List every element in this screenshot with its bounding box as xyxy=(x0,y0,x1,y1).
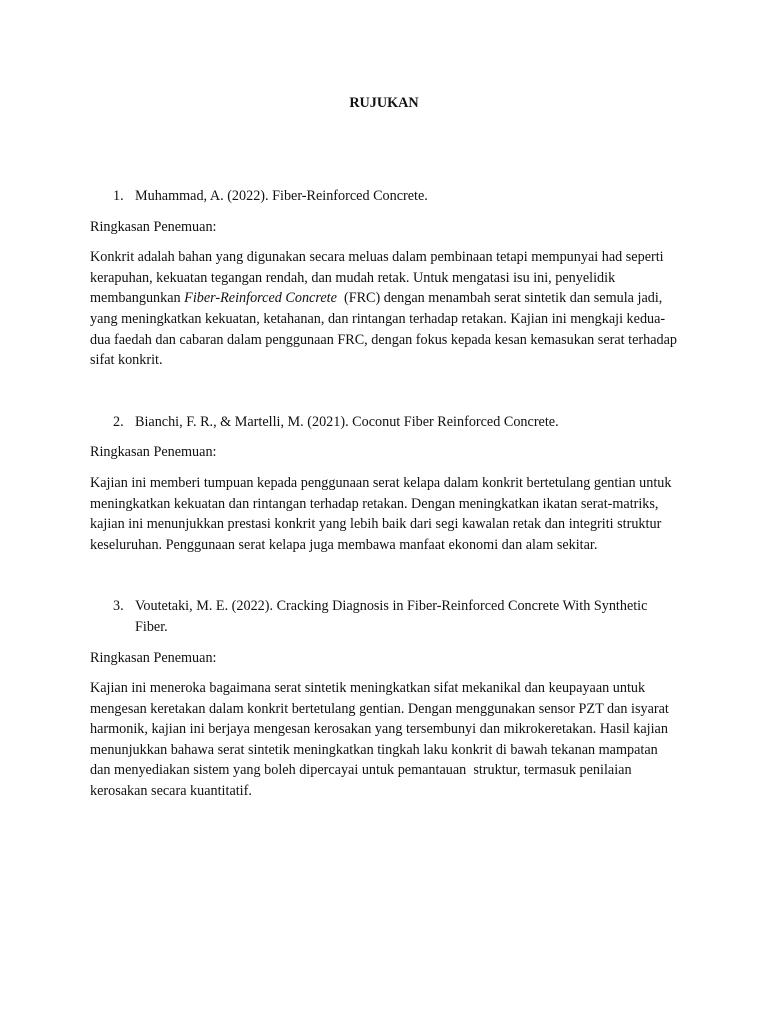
summary-italic-term: Fiber-Reinforced Concrete xyxy=(184,290,337,307)
summary-text-part: (FRC) dengan menambah serat sintetik dan semula jadi, yang meningkatkan kekuatan, ketahanan, dan rintangan terhadap retakan. Kajian ini mengkaji kedua-dua faedah dan cabaran dalam penggunaan FRC, dengan fokus kepada kesan kemasukan serat terhadap sifat konkrit. xyxy=(90,290,681,369)
citation-text: Bianchi, F. R., & Martelli, M. (2021). Coconut Fiber Reinforced Concrete. xyxy=(135,413,559,430)
reference-item-1 xyxy=(90,186,681,371)
summary-label: Ringkasan Penemuan: xyxy=(90,218,217,235)
reference-number: 3. xyxy=(113,598,124,615)
citation-text: Muhammad, A. (2022). Fiber-Reinforced Concrete. xyxy=(135,188,428,204)
summary-text-part: Konkrit adalah bahan yang digunakan secara meluas dalam pembinaan tetapi mempunyai had seperti kerapuhan, kekuatan tegangan rendah, dan mudah retak. Untuk mengatasi isu ini, penyelidik membangunkan xyxy=(90,249,664,307)
reference-citation xyxy=(90,412,678,433)
reference-item-2 xyxy=(90,412,678,556)
citation-text: Voutetaki, M. E. (2022). Cracking Diagnosis in Fiber-Reinforced Concrete With Synthetic Fiber. xyxy=(135,598,648,635)
summary-text: Kajian ini memberi tumpuan kepada penggunaan serat kelapa dalam konkrit bertetulang gentian untuk meningkatkan kekuatan dan rintangan terhadap retakan. Dengan meningkatkan ikatan serat-matriks, kajian ini menunjukkan prestasi konkrit yang lebih baik dari segi kawalan retak dan integriti struktur keseluruhan. Penggunaan serat kelapa juga membawa manfaat ekonomi dan alam sekitar. xyxy=(90,474,672,553)
reference-item-3 xyxy=(90,596,678,801)
summary-label: Ringkasan Penemuan: xyxy=(90,444,217,461)
page-title: RUJUKAN xyxy=(349,95,419,111)
reference-number: 2. xyxy=(113,413,124,430)
summary-text xyxy=(90,247,681,371)
reference-number: 1. xyxy=(113,188,124,204)
summary-label: Ringkasan Penemuan: xyxy=(90,649,217,666)
reference-citation xyxy=(90,186,678,207)
summary-text: Kajian ini meneroka bagaimana serat sintetik meningkatkan sifat mekanikal dan keupayaan untuk mengesan keretakan dalam konkrit bertetulang gentian. Dengan menggunakan sensor PZT dan isyarat harmonik, kajian ini berjaya mengesan kerosakan yang tersembunyi dan mikrokeretakan. Hasil kajian menunjukkan bahawa serat sintetik meningkatkan tingkah laku konkrit di bawah tekanan mampatan dan menyediakan sistem yang boleh dipercayai untuk pemantauan struktur, termasuk penilaian kerosakan secara kuantitatif. xyxy=(90,680,673,800)
reference-citation xyxy=(90,596,678,637)
